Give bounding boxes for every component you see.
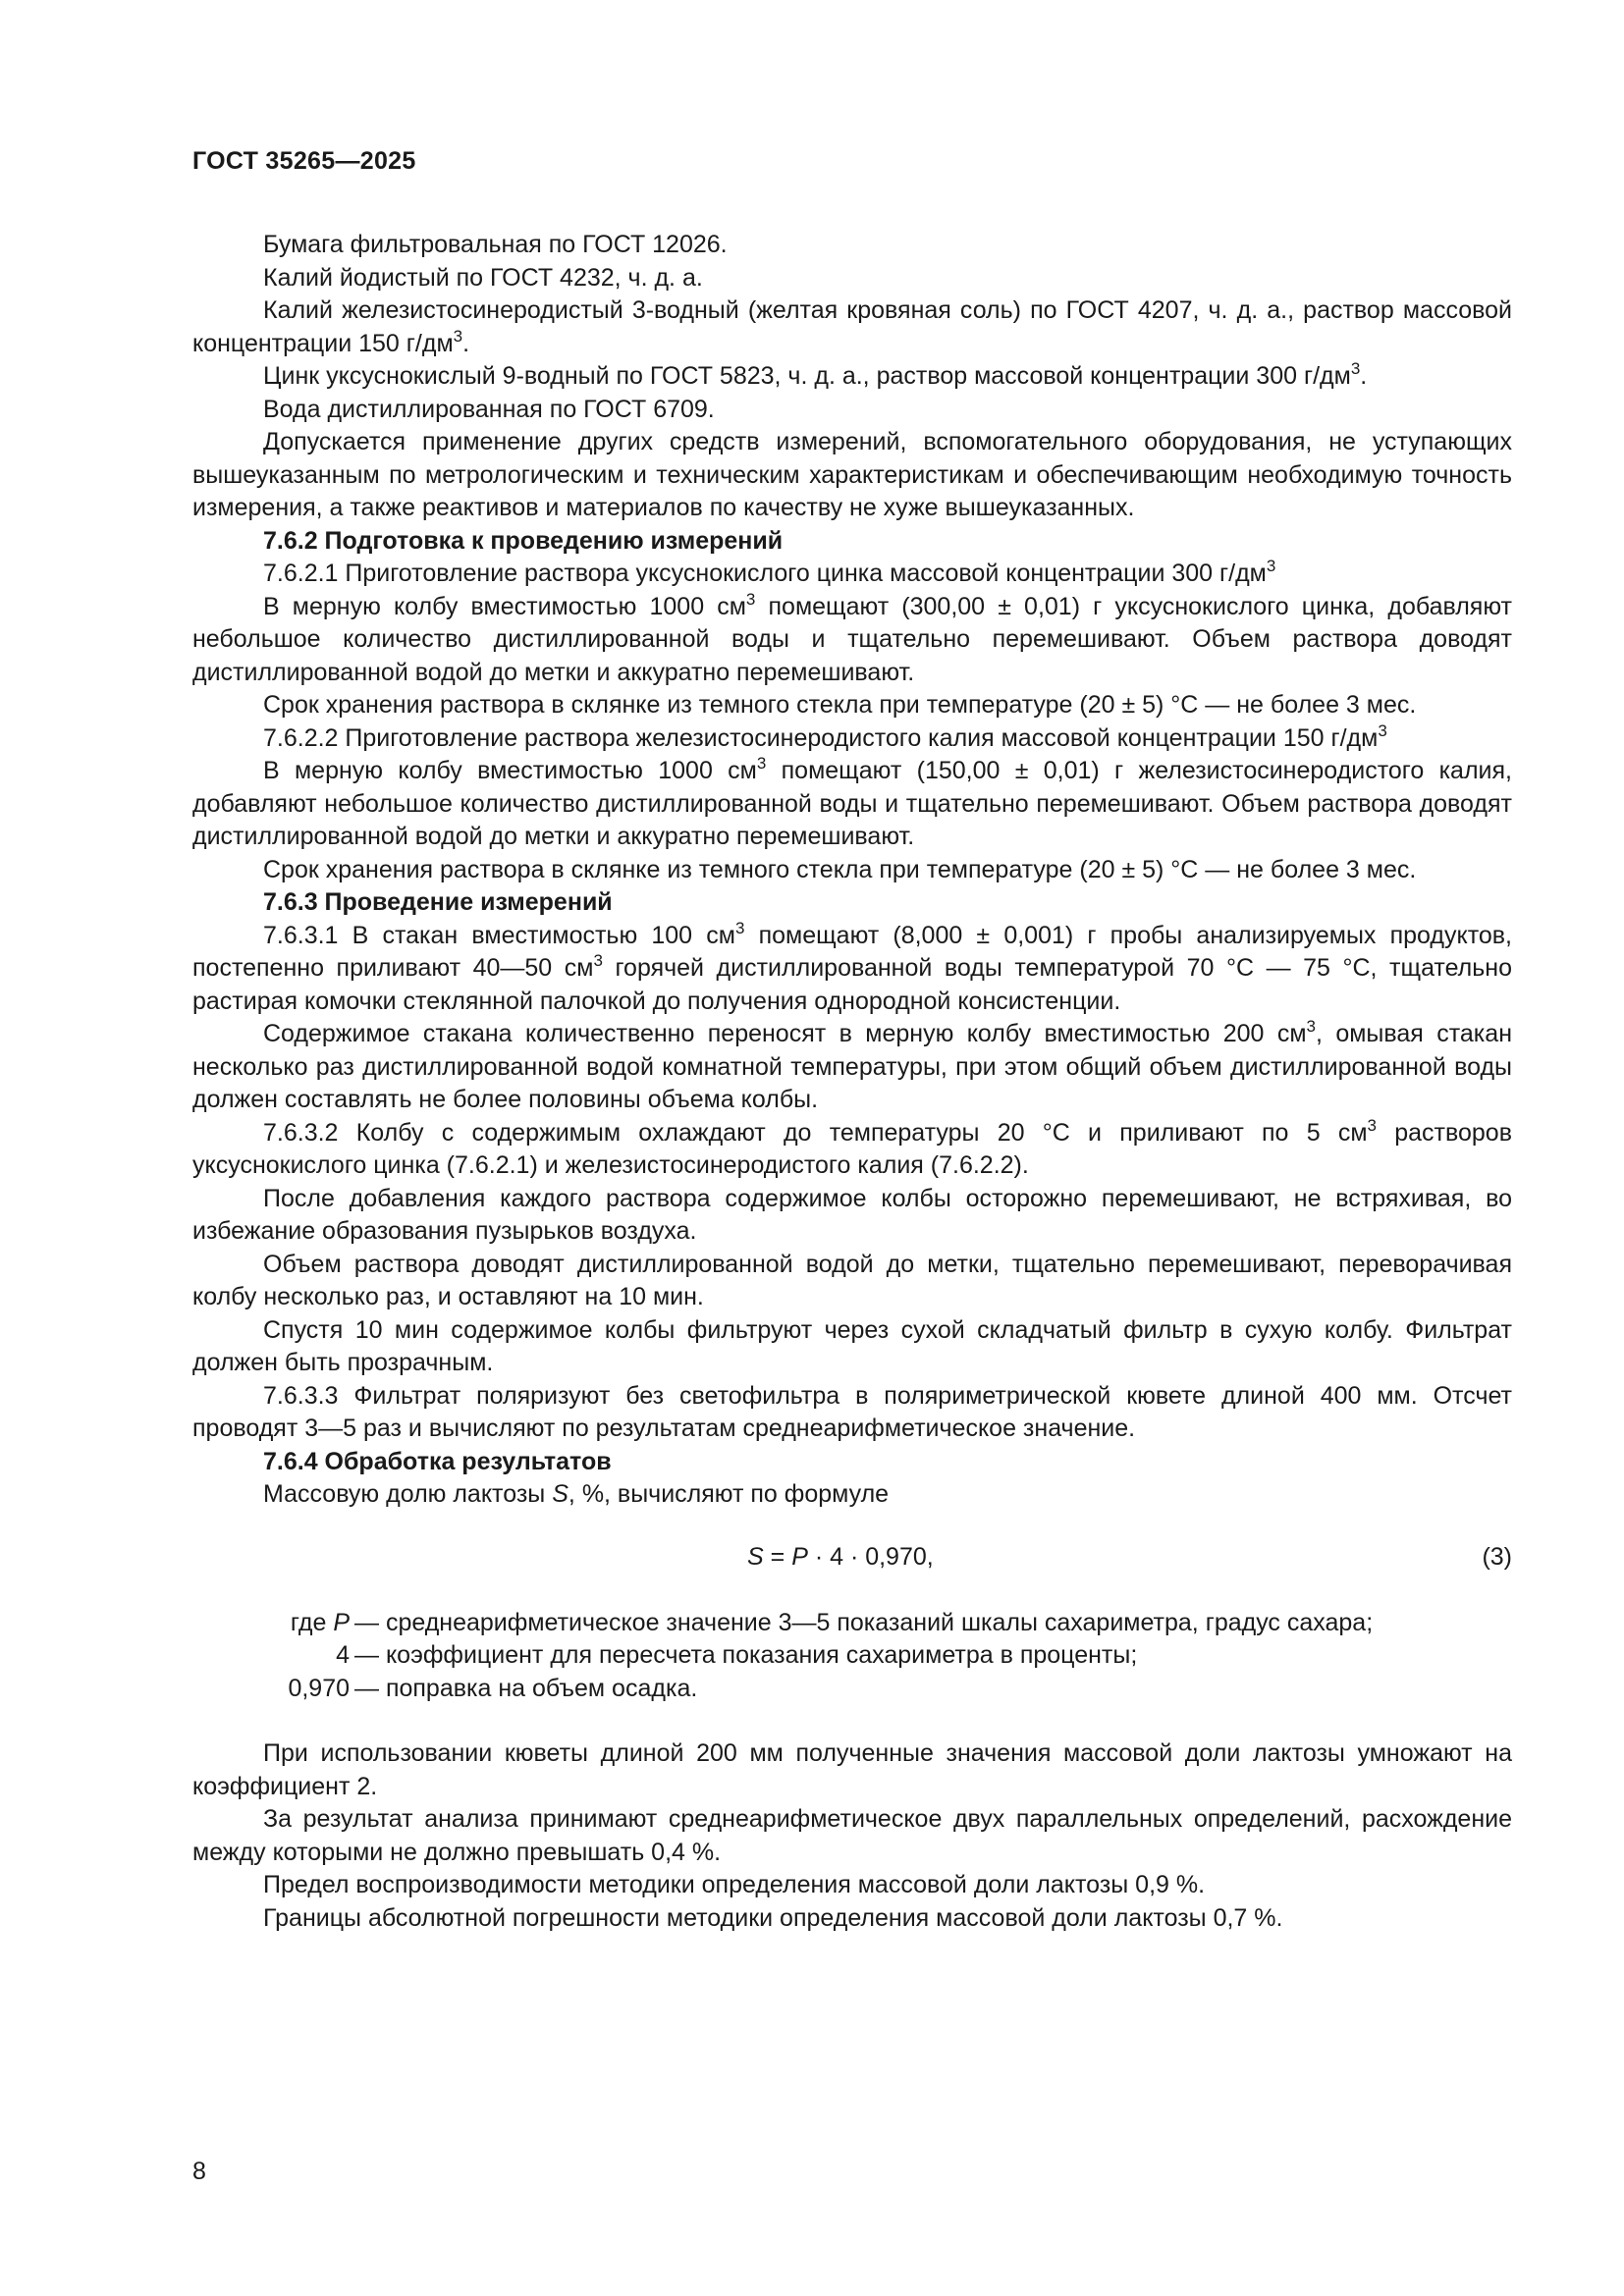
legend-item: 0,970 — поправка на объем осадка.	[288, 1674, 698, 1702]
formula	[192, 1541, 1512, 1575]
paragraph: Бумага фильтровальная по ГОСТ 12026.	[263, 231, 728, 258]
paragraph: Допускается применение других средств измерений, вспомогательного оборудования, не уступающих вышеуказанным по метрологическим и техническим характеристикам и обеспечивающим необходимую точность измерения, а также реактивов и материалов по качеству не хуже вышеуказанных.	[192, 428, 1512, 521]
paragraph: Цинк уксуснокислый 9-водный по ГОСТ 5823, ч. д. а., раствор массовой концентрации 300 $г/дм^3$.	[263, 359, 1368, 390]
section-heading-7-6-4: 7.6.4 Обработка результатов	[263, 1447, 612, 1475]
subsection-title-7-6-2-1: 7.6.2.1 Приготовление раствора уксуснокислого цинка массовой концентрации 300 $г/дм^3$	[263, 557, 1276, 587]
document-header: ГОСТ 35265—2025	[192, 147, 416, 175]
paragraph: Предел воспроизводимости методики определения массовой доли лактозы 0,9 %.	[263, 1871, 1206, 1898]
section-heading-7-6-2: 7.6.2 Подготовка к проведению измерений	[263, 526, 784, 555]
paragraph: За результат анализа принимают среднеарифметическое двух параллельных определений, расхождение между которыми не должно превышать 0,4 %.	[192, 1805, 1512, 1866]
section-heading-7-6-3: 7.6.3 Проведение измерений	[263, 888, 613, 916]
subsection-title-7-6-2-2: 7.6.2.2 Приготовление раствора железистосинеродистого калия массовой концентрации 150 $г/дм^3$	[263, 721, 1387, 752]
paragraph: Срок хранения раствора в склянке из темного стекла при температуре (20 ± 5) °С — не более 3 мес.	[263, 691, 1417, 719]
formula-number: (3)	[1482, 1542, 1512, 1571]
paragraph: В мерную колбу вместимостью 1000 $см^3$ помещают (150,00 ± 0,01) г железистосинеродистого калия, добавляют небольшое количество дистиллированной воды и тщательно перемешивают. Объем раствора доводят дистиллированной водой до метки и аккуратно перемешивают.	[192, 754, 1512, 850]
legend-item: 4 — коэффициент для пересчета показания сахариметра в проценты;	[336, 1641, 1138, 1669]
paragraph: Содержимое стакана количественно переносят в мерную колбу вместимостью 200 $см^3$, омывая стакан несколько раз дистиллированной водой комнатной температуры, при этом общий объем дистиллированной воды должен составлять не более половины объема колбы.	[192, 1017, 1512, 1113]
legend-item: где P — среднеарифметическое значение 3—5 показаний шкалы сахариметра, градус сахара;	[290, 1608, 1374, 1636]
paragraph: Массовую долю лактозы S, %, вычисляют по формуле	[263, 1480, 890, 1508]
page-number: 8	[192, 2158, 206, 2185]
formula-legend	[192, 1607, 1512, 1706]
paragraph: Объем раствора доводят дистиллированной водой до метки, тщательно перемешивают, переворачивая колбу несколько раз, и оставляют на 10 мин.	[192, 1250, 1512, 1310]
paragraph: Спустя 10 мин содержимое колбы фильтруют через сухой складчатый фильтр в сухую колбу. Фильтрат должен быть прозрачным.	[192, 1315, 1512, 1376]
paragraph: 7.6.3.2 Колбу с содержимым охлаждают до температуры 20 °С и приливают по 5 $см^3$ растворов уксуснокислого цинка (7.6.2.1) и железистосинеродистого калия (7.6.2.2).	[192, 1115, 1512, 1179]
paragraph: 7.6.3.1 В стакан вместимостью 100 $см^3$ помещают (8,000 ± 0,001) г пробы анализируемых продуктов, постепенно приливают 40—50 $см^3$ горячей дистиллированной воды температурой 70 °С — 75 °С, тщательно растирая комочки стеклянной палочкой до получения однородной консистенции.	[192, 918, 1512, 1015]
paragraph: При использовании кюветы длиной 200 мм полученные значения массовой доли лактозы умножают на коэффициент 2.	[192, 1739, 1512, 1800]
formula-expression: S = P · 4 · 0,970,	[747, 1542, 934, 1571]
paragraph: Срок хранения раствора в склянке из темного стекла при температуре (20 ± 5) °С — не более 3 мес.	[263, 855, 1417, 883]
paragraph: В мерную колбу вместимостью 1000 $см^3$ помещают (300,00 ± 0,01) г уксуснокислого цинка, добавляют небольшое количество дистиллированной воды и тщательно перемешивают. Объем раствора доводят дистиллированной водой до метки и аккуратно перемешивают.	[192, 589, 1512, 686]
paragraph: Калий железистосинеродистый 3-водный (желтая кровяная соль) по ГОСТ 4207, ч. д. а., раствор массовой концентрации 150 $г/дм^3$.	[192, 296, 1512, 357]
paragraph: После добавления каждого раствора содержимое колбы осторожно перемешивают, не встряхивая, во избежание образования пузырьков воздуха.	[192, 1184, 1512, 1245]
paragraph: Границы абсолютной погрешности методики определения массовой доли лактозы 0,7 %.	[263, 1903, 1283, 1932]
paragraph: Калий йодистый по ГОСТ 4232, ч. д. а.	[263, 263, 703, 292]
document-body	[192, 229, 1512, 1935]
paragraph: 7.6.3.3 Фильтрат поляризуют без светофильтра в поляриметрической кювете длиной 400 мм. Отсчет проводят 3—5 раз и вычисляют по результатам среднеарифметическое значение.	[192, 1381, 1512, 1442]
paragraph: Вода дистиллированная по ГОСТ 6709.	[263, 395, 715, 423]
